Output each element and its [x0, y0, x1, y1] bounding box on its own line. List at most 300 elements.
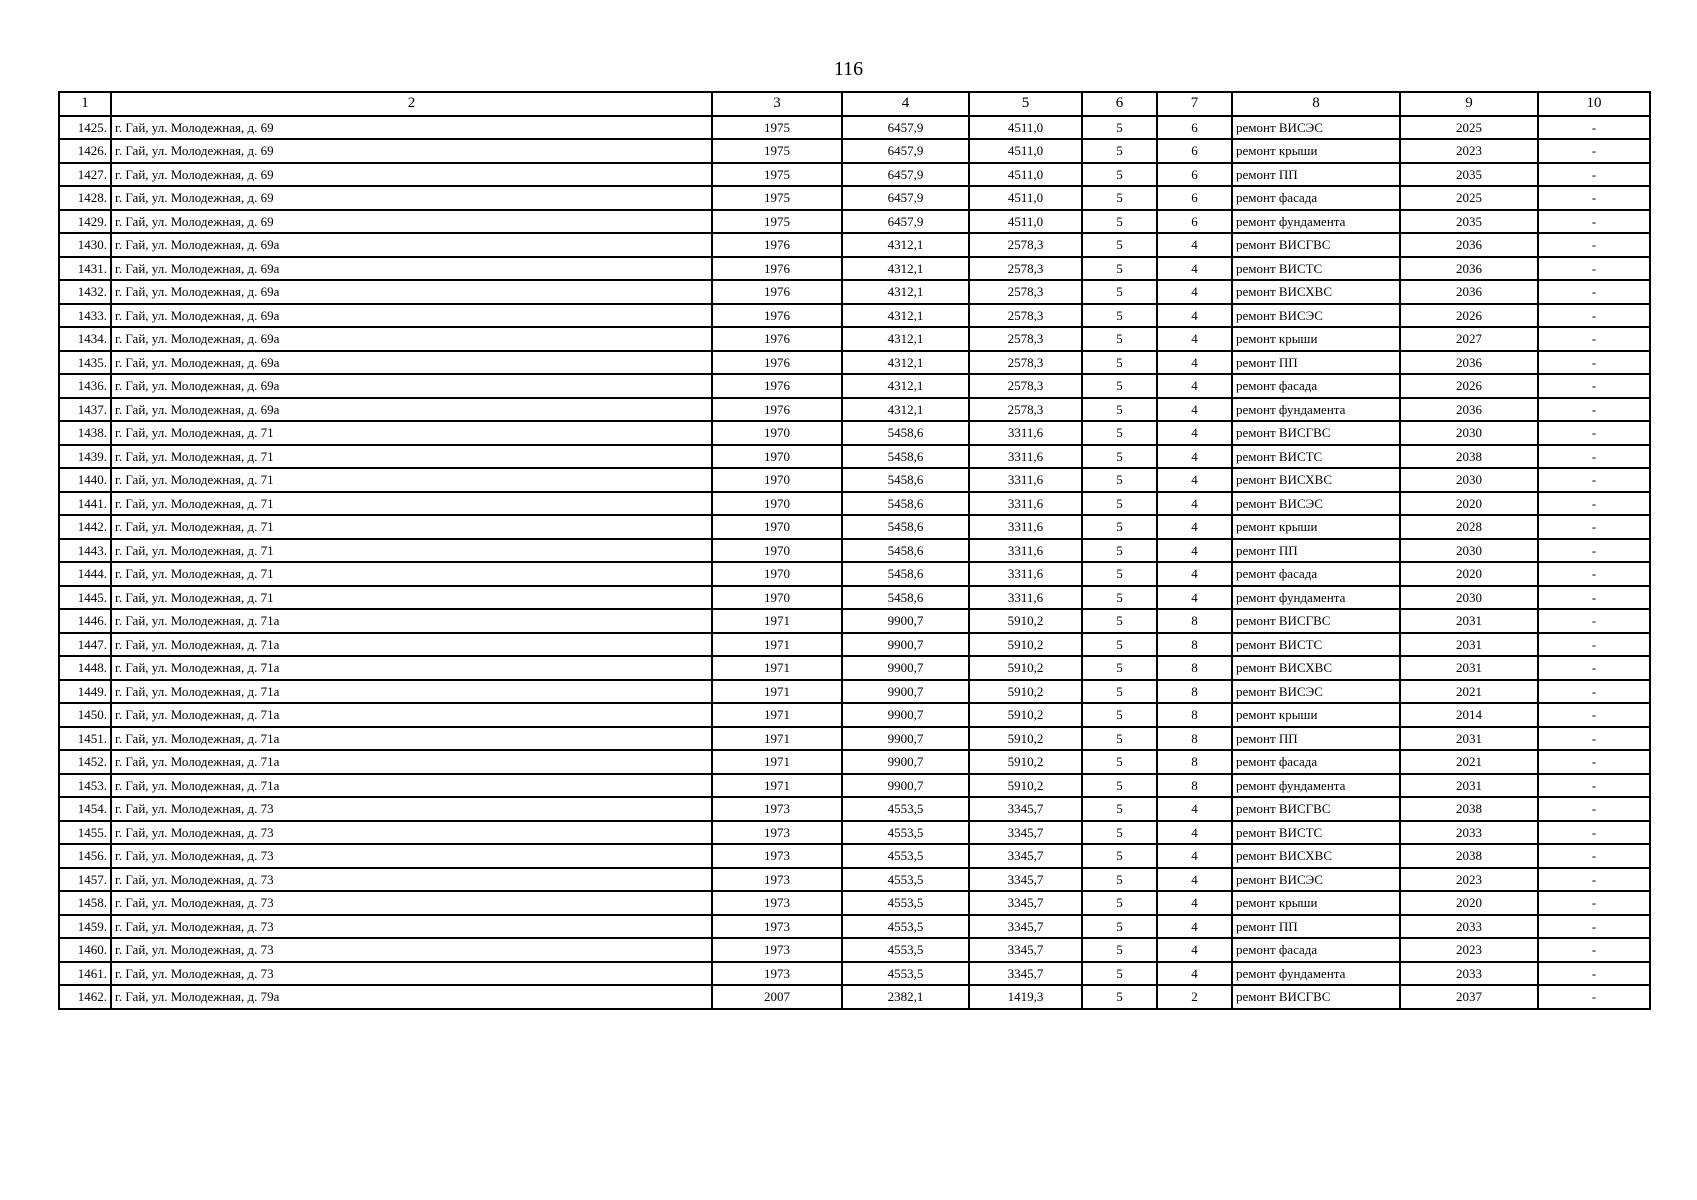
- table-cell: 1973: [712, 821, 842, 845]
- table-cell: г. Гай, ул. Молодежная, д. 71а: [111, 727, 712, 751]
- table-cell: 9900,7: [842, 703, 969, 727]
- table-cell: 1970: [712, 515, 842, 539]
- table-cell: ремонт ВИСЭС: [1232, 868, 1400, 892]
- table-cell: 1460.: [59, 938, 111, 962]
- table-cell: 4: [1157, 915, 1232, 939]
- table-cell: 3345,7: [969, 938, 1082, 962]
- table-row: [59, 938, 1650, 962]
- table-cell: 1976: [712, 398, 842, 422]
- table-cell: 2578,3: [969, 374, 1082, 398]
- table-row: [59, 327, 1650, 351]
- table-cell: 4312,1: [842, 233, 969, 257]
- table-cell: 1975: [712, 163, 842, 187]
- table-cell: 1973: [712, 868, 842, 892]
- table-cell: 4: [1157, 539, 1232, 563]
- table-cell: 5: [1082, 539, 1157, 563]
- column-header: 7: [1157, 92, 1232, 116]
- table-row: [59, 656, 1650, 680]
- table-cell: г. Гай, ул. Молодежная, д. 71: [111, 421, 712, 445]
- table-cell: г. Гай, ул. Молодежная, д. 71а: [111, 656, 712, 680]
- table-cell: г. Гай, ул. Молодежная, д. 71: [111, 562, 712, 586]
- table-cell: 2030: [1400, 539, 1538, 563]
- table-cell: 4: [1157, 421, 1232, 445]
- table-cell: 4: [1157, 374, 1232, 398]
- table-cell: 5458,6: [842, 539, 969, 563]
- table-cell: 1973: [712, 938, 842, 962]
- table-cell: ремонт ВИСТС: [1232, 445, 1400, 469]
- table-cell: -: [1538, 163, 1650, 187]
- table-cell: 3345,7: [969, 915, 1082, 939]
- table-cell: ремонт ПП: [1232, 351, 1400, 375]
- table-cell: ремонт ВИСХВС: [1232, 280, 1400, 304]
- table-cell: 1425.: [59, 116, 111, 140]
- table-cell: -: [1538, 562, 1650, 586]
- table-cell: ремонт ВИСТС: [1232, 633, 1400, 657]
- table-cell: 1975: [712, 186, 842, 210]
- table-cell: 1451.: [59, 727, 111, 751]
- table-cell: 4: [1157, 844, 1232, 868]
- table-cell: -: [1538, 492, 1650, 516]
- table-cell: г. Гай, ул. Молодежная, д. 71а: [111, 703, 712, 727]
- table-cell: 8: [1157, 703, 1232, 727]
- table-row: [59, 515, 1650, 539]
- table-row: [59, 985, 1650, 1009]
- table-cell: г. Гай, ул. Молодежная, д. 71а: [111, 633, 712, 657]
- table-cell: ремонт ВИСГВС: [1232, 421, 1400, 445]
- table-row: [59, 586, 1650, 610]
- table-cell: 5: [1082, 116, 1157, 140]
- table-cell: 2038: [1400, 797, 1538, 821]
- table-cell: 2036: [1400, 351, 1538, 375]
- table-cell: 1431.: [59, 257, 111, 281]
- table-cell: 5910,2: [969, 774, 1082, 798]
- table-cell: г. Гай, ул. Молодежная, д. 69: [111, 116, 712, 140]
- table-cell: ремонт ВИСЭС: [1232, 116, 1400, 140]
- table-cell: 5: [1082, 656, 1157, 680]
- table-cell: 5: [1082, 233, 1157, 257]
- table-cell: 4511,0: [969, 139, 1082, 163]
- table-cell: 3311,6: [969, 515, 1082, 539]
- table-row: [59, 257, 1650, 281]
- table-cell: 3311,6: [969, 562, 1082, 586]
- table-cell: 8: [1157, 633, 1232, 657]
- table-cell: г. Гай, ул. Молодежная, д. 69: [111, 210, 712, 234]
- table-cell: 1450.: [59, 703, 111, 727]
- table-cell: г. Гай, ул. Молодежная, д. 69а: [111, 398, 712, 422]
- table-cell: 5: [1082, 680, 1157, 704]
- table-cell: 5458,6: [842, 515, 969, 539]
- table-cell: 1976: [712, 351, 842, 375]
- table-cell: г. Гай, ул. Молодежная, д. 71: [111, 468, 712, 492]
- table-cell: 6457,9: [842, 139, 969, 163]
- table-cell: 9900,7: [842, 774, 969, 798]
- table-cell: 2021: [1400, 680, 1538, 704]
- table-cell: 4: [1157, 938, 1232, 962]
- table-cell: 2578,3: [969, 233, 1082, 257]
- table-cell: 2028: [1400, 515, 1538, 539]
- table-row: [59, 186, 1650, 210]
- table-cell: 4: [1157, 562, 1232, 586]
- column-header: 6: [1082, 92, 1157, 116]
- table-row: [59, 962, 1650, 986]
- table-cell: 5: [1082, 327, 1157, 351]
- table-cell: 5: [1082, 445, 1157, 469]
- table-cell: 4312,1: [842, 374, 969, 398]
- table-cell: -: [1538, 374, 1650, 398]
- table-cell: 1971: [712, 633, 842, 657]
- table-cell: 4: [1157, 868, 1232, 892]
- table-row: [59, 280, 1650, 304]
- table-cell: 2023: [1400, 139, 1538, 163]
- table-row: [59, 116, 1650, 140]
- table-cell: 1427.: [59, 163, 111, 187]
- table-cell: 1449.: [59, 680, 111, 704]
- table-cell: 4: [1157, 821, 1232, 845]
- table-cell: -: [1538, 750, 1650, 774]
- table-cell: 1970: [712, 562, 842, 586]
- table-cell: 1973: [712, 891, 842, 915]
- table-cell: 1455.: [59, 821, 111, 845]
- table-cell: 2020: [1400, 562, 1538, 586]
- table-cell: 5: [1082, 844, 1157, 868]
- table-cell: 1447.: [59, 633, 111, 657]
- table-cell: -: [1538, 821, 1650, 845]
- table-cell: 1970: [712, 539, 842, 563]
- table-cell: г. Гай, ул. Молодежная, д. 79а: [111, 985, 712, 1009]
- table-cell: 4: [1157, 492, 1232, 516]
- table-cell: 6457,9: [842, 210, 969, 234]
- table-cell: 3311,6: [969, 586, 1082, 610]
- table-cell: 5: [1082, 962, 1157, 986]
- table-cell: 8: [1157, 680, 1232, 704]
- table-cell: 2036: [1400, 280, 1538, 304]
- table-cell: 1971: [712, 703, 842, 727]
- table-cell: 4: [1157, 304, 1232, 328]
- table-cell: г. Гай, ул. Молодежная, д. 69а: [111, 233, 712, 257]
- table-cell: 3345,7: [969, 821, 1082, 845]
- table-cell: 5458,6: [842, 586, 969, 610]
- table-cell: -: [1538, 797, 1650, 821]
- table-cell: 5: [1082, 374, 1157, 398]
- table-cell: 1973: [712, 915, 842, 939]
- table-cell: 5: [1082, 468, 1157, 492]
- table-cell: ремонт фасада: [1232, 374, 1400, 398]
- table-cell: 1975: [712, 139, 842, 163]
- table-cell: 5910,2: [969, 727, 1082, 751]
- table-cell: г. Гай, ул. Молодежная, д. 69а: [111, 304, 712, 328]
- table-cell: ремонт крыши: [1232, 139, 1400, 163]
- table-cell: 5: [1082, 163, 1157, 187]
- table-cell: ремонт ПП: [1232, 727, 1400, 751]
- table-cell: 1973: [712, 844, 842, 868]
- table-cell: ремонт фундамента: [1232, 398, 1400, 422]
- table-cell: 9900,7: [842, 727, 969, 751]
- table-cell: 4553,5: [842, 868, 969, 892]
- table-cell: ремонт ВИСГВС: [1232, 609, 1400, 633]
- table-cell: ремонт ПП: [1232, 163, 1400, 187]
- table-cell: 1437.: [59, 398, 111, 422]
- table-cell: ремонт ВИСЭС: [1232, 304, 1400, 328]
- table-cell: 4312,1: [842, 304, 969, 328]
- table-cell: 3311,6: [969, 539, 1082, 563]
- table-cell: 1426.: [59, 139, 111, 163]
- table-cell: 2030: [1400, 586, 1538, 610]
- table-cell: -: [1538, 468, 1650, 492]
- table-cell: 5: [1082, 609, 1157, 633]
- table-cell: ремонт фундамента: [1232, 586, 1400, 610]
- table-cell: -: [1538, 445, 1650, 469]
- table-cell: 3311,6: [969, 468, 1082, 492]
- table-cell: -: [1538, 727, 1650, 751]
- table-cell: 5: [1082, 421, 1157, 445]
- header-row: [59, 92, 1650, 116]
- table-row: [59, 163, 1650, 187]
- table-cell: г. Гай, ул. Молодежная, д. 73: [111, 868, 712, 892]
- table-cell: 1434.: [59, 327, 111, 351]
- table-cell: 3345,7: [969, 797, 1082, 821]
- table-cell: 5: [1082, 492, 1157, 516]
- table-cell: -: [1538, 515, 1650, 539]
- table-cell: г. Гай, ул. Молодежная, д. 71: [111, 586, 712, 610]
- table-row: [59, 891, 1650, 915]
- table-cell: -: [1538, 186, 1650, 210]
- table-cell: 2031: [1400, 633, 1538, 657]
- table-cell: 9900,7: [842, 750, 969, 774]
- table-cell: 4553,5: [842, 938, 969, 962]
- table-cell: ремонт ВИСХВС: [1232, 656, 1400, 680]
- table-cell: 1429.: [59, 210, 111, 234]
- table-cell: 1971: [712, 609, 842, 633]
- table-cell: 5: [1082, 727, 1157, 751]
- table-cell: -: [1538, 868, 1650, 892]
- table-cell: -: [1538, 139, 1650, 163]
- table-cell: г. Гай, ул. Молодежная, д. 69: [111, 186, 712, 210]
- table-cell: 5: [1082, 186, 1157, 210]
- table-cell: 2033: [1400, 962, 1538, 986]
- table-cell: г. Гай, ул. Молодежная, д. 71: [111, 539, 712, 563]
- table-cell: 5: [1082, 797, 1157, 821]
- table-cell: 5: [1082, 515, 1157, 539]
- table-cell: 2020: [1400, 492, 1538, 516]
- table-cell: ремонт ВИСЭС: [1232, 680, 1400, 704]
- table-cell: -: [1538, 656, 1650, 680]
- table-cell: 3345,7: [969, 844, 1082, 868]
- table-cell: ремонт крыши: [1232, 891, 1400, 915]
- table-cell: г. Гай, ул. Молодежная, д. 73: [111, 844, 712, 868]
- table-cell: -: [1538, 421, 1650, 445]
- table-cell: 1444.: [59, 562, 111, 586]
- table-cell: 5: [1082, 938, 1157, 962]
- table-row: [59, 750, 1650, 774]
- table-cell: 6: [1157, 210, 1232, 234]
- table-cell: 1440.: [59, 468, 111, 492]
- table-row: [59, 821, 1650, 845]
- table-cell: 9900,7: [842, 656, 969, 680]
- table-cell: г. Гай, ул. Молодежная, д. 71: [111, 515, 712, 539]
- table-cell: 4312,1: [842, 280, 969, 304]
- table-cell: 1971: [712, 774, 842, 798]
- table-cell: ремонт фундамента: [1232, 210, 1400, 234]
- column-header: 3: [712, 92, 842, 116]
- table-cell: 1446.: [59, 609, 111, 633]
- table-cell: 6457,9: [842, 163, 969, 187]
- table-cell: 1453.: [59, 774, 111, 798]
- table-cell: 1419,3: [969, 985, 1082, 1009]
- table-cell: 2025: [1400, 186, 1538, 210]
- table-cell: г. Гай, ул. Молодежная, д. 73: [111, 797, 712, 821]
- table-cell: 4553,5: [842, 962, 969, 986]
- table-cell: 2014: [1400, 703, 1538, 727]
- table-cell: -: [1538, 233, 1650, 257]
- table-cell: ремонт ВИСГВС: [1232, 233, 1400, 257]
- table-row: [59, 680, 1650, 704]
- table-cell: 2: [1157, 985, 1232, 1009]
- column-header: 4: [842, 92, 969, 116]
- table-cell: 1430.: [59, 233, 111, 257]
- table-cell: 4: [1157, 515, 1232, 539]
- table-cell: 2037: [1400, 985, 1538, 1009]
- table-cell: 1970: [712, 445, 842, 469]
- table-cell: 1973: [712, 797, 842, 821]
- table-cell: 4: [1157, 233, 1232, 257]
- table-cell: 6457,9: [842, 186, 969, 210]
- table-cell: -: [1538, 327, 1650, 351]
- table-cell: 1457.: [59, 868, 111, 892]
- table-cell: 1439.: [59, 445, 111, 469]
- table-cell: г. Гай, ул. Молодежная, д. 71а: [111, 774, 712, 798]
- table-cell: 2038: [1400, 445, 1538, 469]
- table-cell: -: [1538, 586, 1650, 610]
- table-cell: г. Гай, ул. Молодежная, д. 71а: [111, 609, 712, 633]
- table-cell: ремонт крыши: [1232, 327, 1400, 351]
- table-cell: 3345,7: [969, 962, 1082, 986]
- table-cell: г. Гай, ул. Молодежная, д. 73: [111, 915, 712, 939]
- table-cell: 1458.: [59, 891, 111, 915]
- table-cell: 6: [1157, 163, 1232, 187]
- table-cell: 4: [1157, 327, 1232, 351]
- table-row: [59, 633, 1650, 657]
- table-row: [59, 492, 1650, 516]
- table-cell: 8: [1157, 656, 1232, 680]
- table-cell: 4553,5: [842, 891, 969, 915]
- table-body: [59, 116, 1650, 1009]
- table-cell: 5: [1082, 774, 1157, 798]
- table-cell: 9900,7: [842, 680, 969, 704]
- table-cell: ремонт крыши: [1232, 703, 1400, 727]
- table-row: [59, 915, 1650, 939]
- table-cell: -: [1538, 539, 1650, 563]
- table-cell: 5910,2: [969, 633, 1082, 657]
- table-cell: 2036: [1400, 233, 1538, 257]
- table-cell: 1438.: [59, 421, 111, 445]
- table-cell: 6: [1157, 116, 1232, 140]
- table-cell: -: [1538, 962, 1650, 986]
- table-cell: ремонт ВИСТС: [1232, 257, 1400, 281]
- table-cell: 1976: [712, 374, 842, 398]
- table-cell: 5: [1082, 703, 1157, 727]
- table-cell: 4: [1157, 351, 1232, 375]
- table-cell: 2031: [1400, 727, 1538, 751]
- table-cell: ремонт ПП: [1232, 539, 1400, 563]
- table-cell: -: [1538, 609, 1650, 633]
- table-cell: г. Гай, ул. Молодежная, д. 69а: [111, 374, 712, 398]
- table-cell: г. Гай, ул. Молодежная, д. 73: [111, 938, 712, 962]
- table-cell: г. Гай, ул. Молодежная, д. 69а: [111, 257, 712, 281]
- table-cell: 5: [1082, 821, 1157, 845]
- table-cell: 5910,2: [969, 609, 1082, 633]
- table-cell: 4: [1157, 797, 1232, 821]
- table-cell: ремонт фасада: [1232, 186, 1400, 210]
- table-cell: 1432.: [59, 280, 111, 304]
- table-cell: 6: [1157, 139, 1232, 163]
- table-cell: -: [1538, 304, 1650, 328]
- table-cell: 1970: [712, 586, 842, 610]
- table-cell: г. Гай, ул. Молодежная, д. 73: [111, 962, 712, 986]
- table-cell: 3311,6: [969, 492, 1082, 516]
- table-cell: 4312,1: [842, 327, 969, 351]
- table-cell: ремонт крыши: [1232, 515, 1400, 539]
- table-cell: г. Гай, ул. Молодежная, д. 69а: [111, 280, 712, 304]
- table-cell: 1436.: [59, 374, 111, 398]
- table-cell: 1971: [712, 656, 842, 680]
- table-cell: 5: [1082, 257, 1157, 281]
- table-cell: 2035: [1400, 163, 1538, 187]
- table-cell: 4: [1157, 445, 1232, 469]
- table-cell: 2578,3: [969, 327, 1082, 351]
- table-cell: -: [1538, 938, 1650, 962]
- table-cell: 5: [1082, 868, 1157, 892]
- table-cell: 4: [1157, 398, 1232, 422]
- table-cell: 5910,2: [969, 750, 1082, 774]
- table-cell: г. Гай, ул. Молодежная, д. 73: [111, 891, 712, 915]
- table-cell: 2038: [1400, 844, 1538, 868]
- table-cell: 2021: [1400, 750, 1538, 774]
- table-row: [59, 562, 1650, 586]
- table-cell: 1970: [712, 468, 842, 492]
- table-cell: 2031: [1400, 656, 1538, 680]
- table-cell: 1428.: [59, 186, 111, 210]
- column-header: 5: [969, 92, 1082, 116]
- table-cell: 9900,7: [842, 633, 969, 657]
- table-row: [59, 421, 1650, 445]
- table-cell: 5458,6: [842, 562, 969, 586]
- table-row: [59, 374, 1650, 398]
- table-cell: -: [1538, 985, 1650, 1009]
- table-cell: 1443.: [59, 539, 111, 563]
- table-cell: 5910,2: [969, 680, 1082, 704]
- table-row: [59, 210, 1650, 234]
- table-cell: 4: [1157, 468, 1232, 492]
- table-cell: -: [1538, 116, 1650, 140]
- table-cell: -: [1538, 257, 1650, 281]
- table-cell: 2030: [1400, 421, 1538, 445]
- table-cell: 5: [1082, 210, 1157, 234]
- column-header: 10: [1538, 92, 1650, 116]
- table-cell: 2578,3: [969, 280, 1082, 304]
- table-cell: ремонт ВИСГВС: [1232, 797, 1400, 821]
- table-cell: 2578,3: [969, 257, 1082, 281]
- table-cell: 5: [1082, 398, 1157, 422]
- table-cell: 1975: [712, 210, 842, 234]
- table-row: [59, 703, 1650, 727]
- table-cell: -: [1538, 398, 1650, 422]
- table-cell: г. Гай, ул. Молодежная, д. 71: [111, 492, 712, 516]
- table-cell: 1970: [712, 421, 842, 445]
- table-cell: 2030: [1400, 468, 1538, 492]
- table-cell: -: [1538, 633, 1650, 657]
- table-cell: ремонт фасада: [1232, 562, 1400, 586]
- table-cell: 6457,9: [842, 116, 969, 140]
